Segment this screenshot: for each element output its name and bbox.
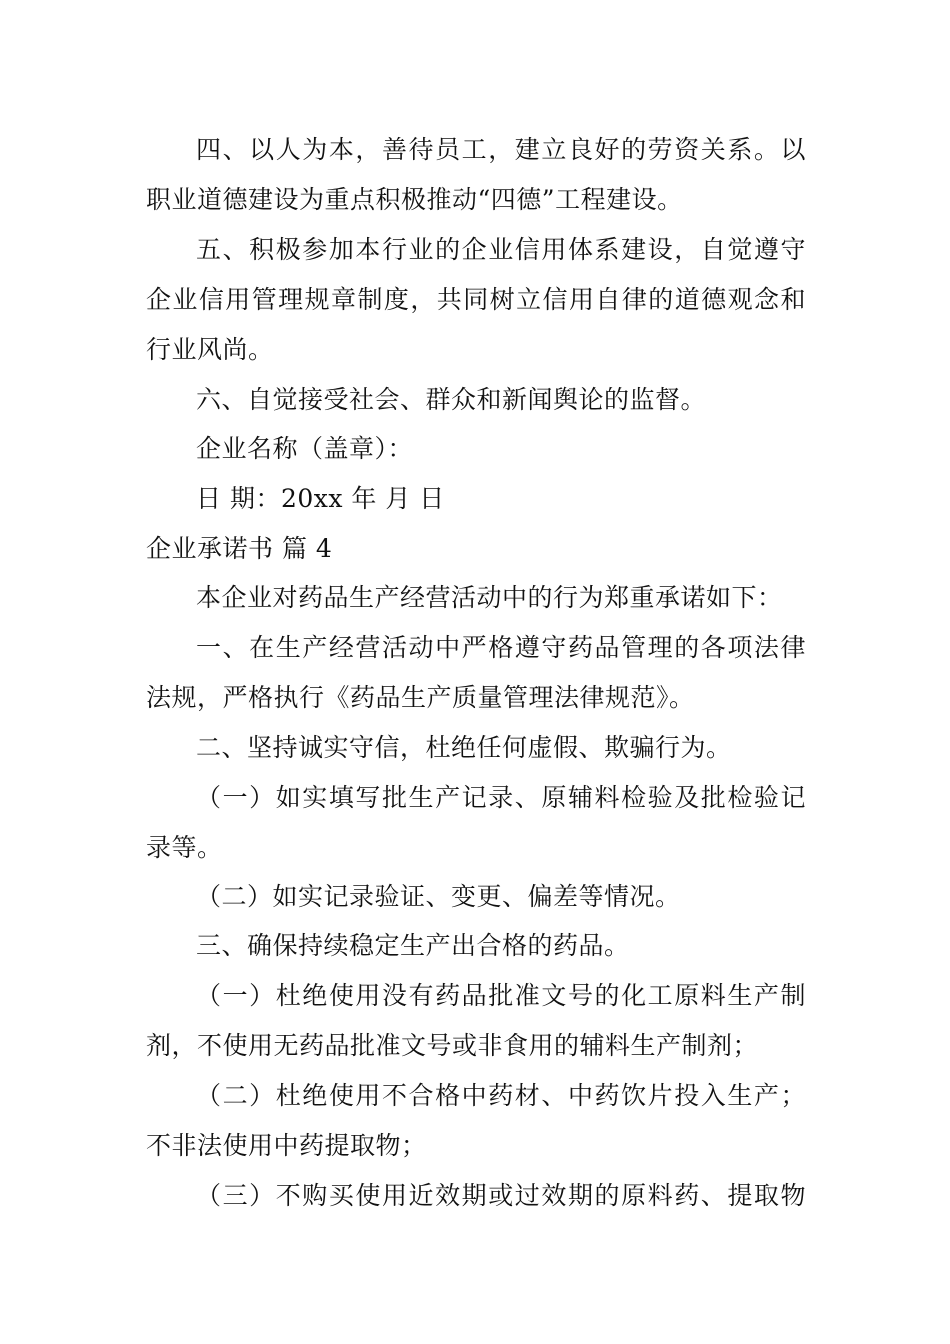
paragraph-line: 企业信用管理规章制度，共同树立信用自律的道德观念和	[146, 285, 806, 314]
section-title: 企业承诺书 篇 4	[146, 534, 333, 563]
paragraph-line: 录等。	[146, 833, 223, 862]
paragraph-line: 本企业对药品生产经营活动中的行为郑重承诺如下：	[196, 583, 783, 612]
paragraph-line: 二、坚持诚实守信，杜绝任何虚假、欺骗行为。	[196, 733, 732, 762]
paragraph-line: （二）如实记录验证、变更、偏差等情况。	[196, 882, 681, 911]
paragraph-line: 四、以人为本，善待员工，建立良好的劳资关系。以	[196, 135, 806, 164]
paragraph-line: 一、在生产经营活动中严格遵守药品管理的各项法律	[196, 633, 806, 662]
paragraph-line: 六、自觉接受社会、群众和新闻舆论的监督。	[196, 385, 707, 414]
signature-company-name: 企业名称（盖章）：	[196, 434, 414, 463]
paragraph-line: 职业道德建设为重点积极推动“四德”工程建设。	[146, 185, 683, 214]
paragraph-line: 法规，严格执行《药品生产质量管理法律规范》。	[146, 683, 695, 712]
paragraph-line: 不非法使用中药提取物；	[146, 1131, 427, 1160]
paragraph-line: 三、确保持续稳定生产出合格的药品。	[196, 931, 630, 960]
paragraph-line: 行业风尚。	[146, 335, 274, 364]
paragraph-line: 剂，不使用无药品批准文号或非食用的辅料生产制剂；	[146, 1031, 759, 1060]
paragraph-line: （三）不购买使用近效期或过效期的原料药、提取物	[196, 1181, 806, 1210]
signature-date: 日 期：20xx 年 月 日	[196, 484, 445, 513]
paragraph-line: （一）杜绝使用没有药品批准文号的化工原料生产制	[196, 981, 806, 1010]
paragraph-line: 五、积极参加本行业的企业信用体系建设，自觉遵守	[196, 235, 806, 264]
paragraph-line: （一）如实填写批生产记录、原辅料检验及批检验记	[196, 783, 806, 812]
paragraph-line: （二）杜绝使用不合格中药材、中药饮片投入生产；	[196, 1081, 806, 1110]
